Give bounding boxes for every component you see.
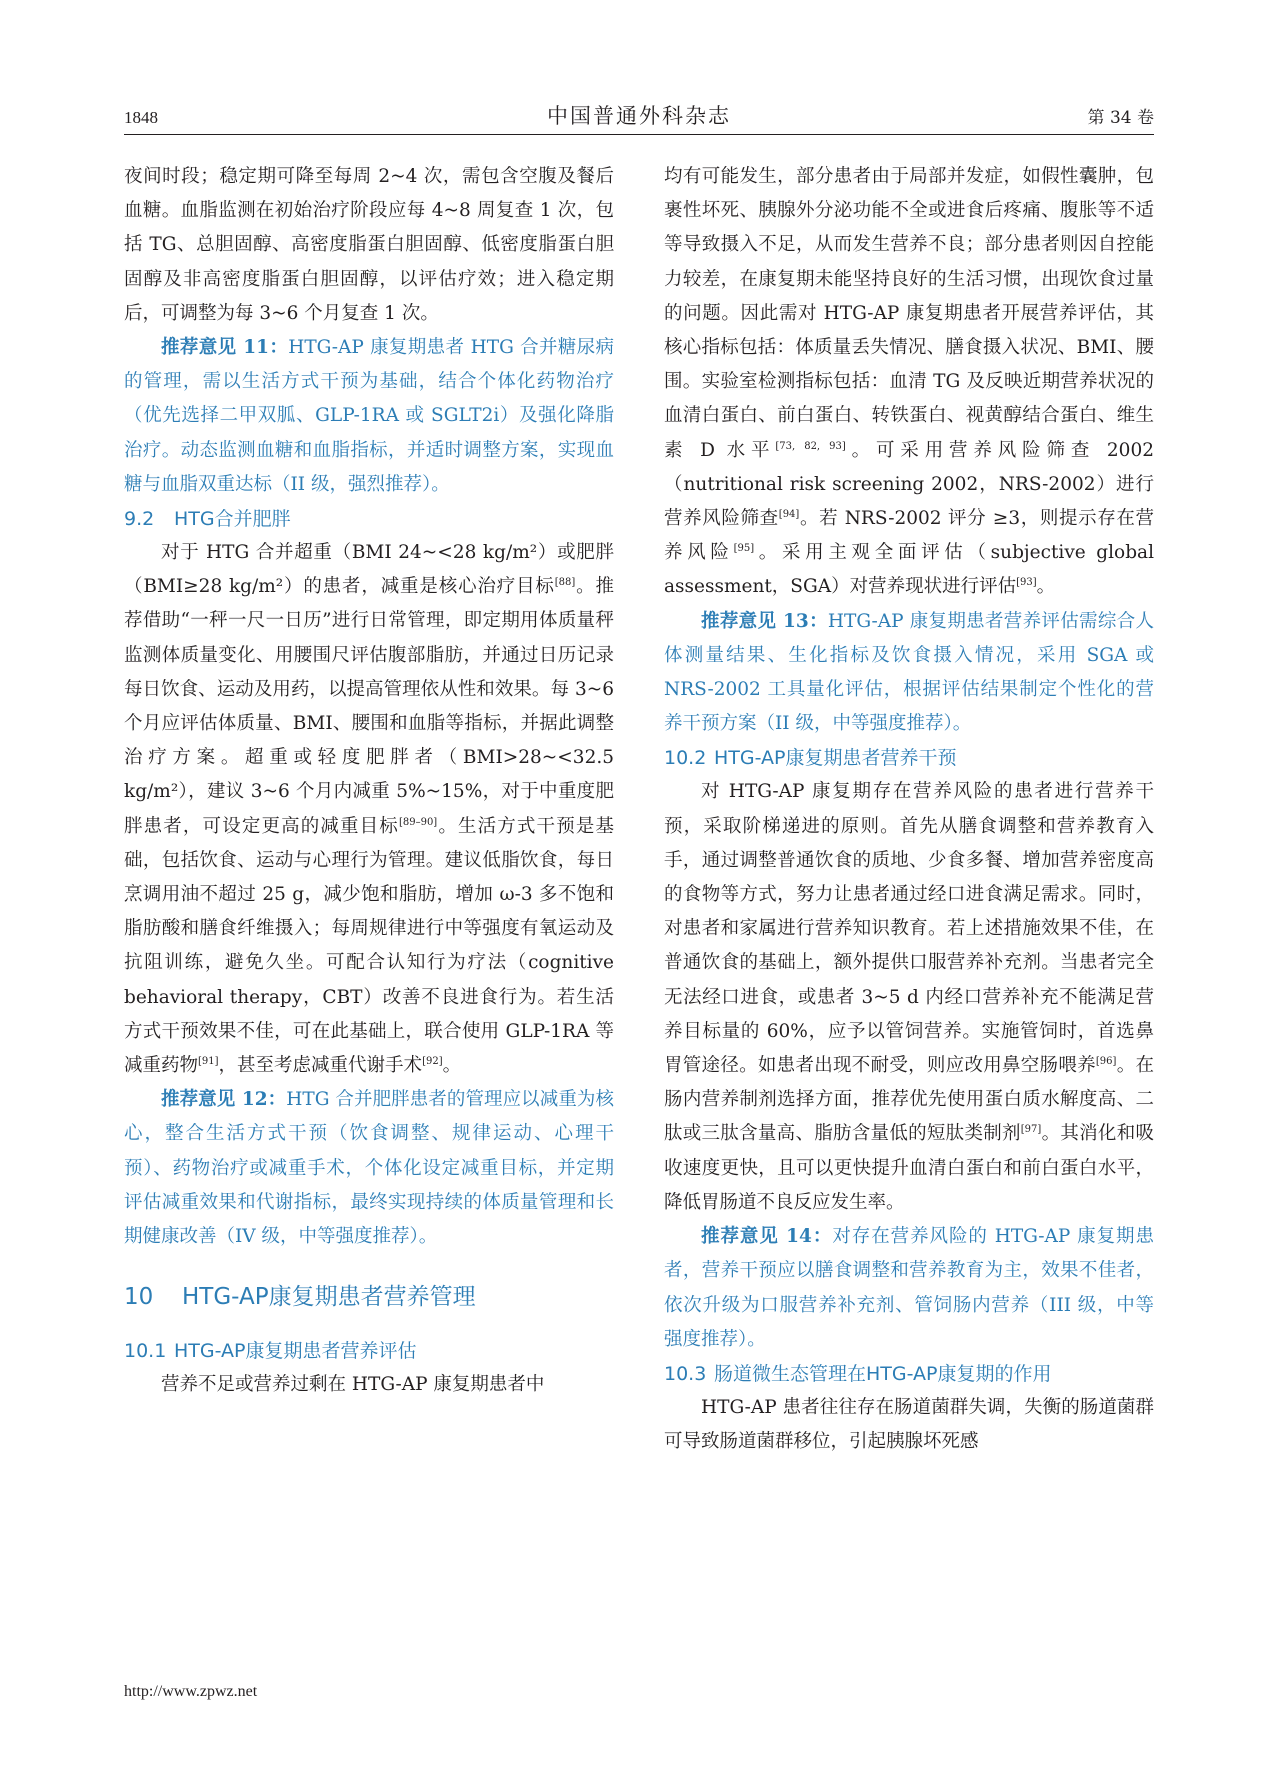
citation: [97] bbox=[1020, 1124, 1042, 1136]
right-column bbox=[664, 160, 1154, 1459]
page-header bbox=[124, 100, 1154, 135]
citation: [95] bbox=[733, 543, 755, 555]
text-run: 。推荐借助“一秤一尺一日历”进行日常管理，即定期用体质量秤监测体质量变化、用腰围尺评估腹部脂肪，并通过日历记录每日饮食、运动及用药，以提高管理依从性和效果。每 3~6 个月应评估体质量、BMI、腰围和血脂等指标，并据此调整治疗方案。超重或轻度肥胖者（BMI>28~<32.5 kg/m²），建议 3~6 个月内减重 5%~15%，对于中重度肥胖患者，可设定更高的减重目标 bbox=[124, 576, 614, 837]
recommendation-13-text: HTG-AP 康复期患者营养评估需综合人体测量结果、生化指标及饮食摄入情况，采用 SGA 或 NRS-2002 工具量化评估，根据评估结果制定个性化的营养干预方案（II 级，中等强度推荐）。 bbox=[664, 610, 1154, 735]
section-10-2-heading bbox=[664, 741, 1154, 775]
journal-title: 中国普通外科杂志 bbox=[547, 104, 731, 128]
recommendation-13-label: 推荐意见 13： bbox=[701, 610, 828, 632]
section-title: HTG-AP康复期患者营养干预 bbox=[714, 747, 957, 770]
paragraph-glucose-lipid-monitoring: 夜间时段；稳定期可降至每周 2~4 次，需包含空腹及餐后血糖。血脂监测在初始治疗阶段应每 4~8 周复查 1 次，包括 TG、总胆固醇、高密度脂蛋白胆固醇、低密度脂蛋白胆固醇及非高密度脂蛋白胆固醇，以评估疗效；进入稳定期后，可调整为每 3~6 个月复查 1 次。 bbox=[124, 166, 614, 324]
paragraph-nutrition-intervention bbox=[664, 775, 1154, 1220]
recommendation-14-label: 推荐意见 14： bbox=[701, 1226, 833, 1248]
journal-url: http://www.zpwz.net bbox=[124, 1683, 258, 1700]
section-title: 肠道微生态管理在HTG-AP康复期的作用 bbox=[714, 1362, 1052, 1385]
text-run: ，甚至考虑减重代谢手术 bbox=[218, 1055, 423, 1077]
section-number: 10.1 bbox=[124, 1340, 167, 1363]
citation: [92] bbox=[422, 1055, 443, 1067]
paragraph-obesity-management bbox=[124, 536, 614, 1083]
text-run: 。可采用营养风险筛查 2002（nutritional risk screening 2002，NRS-2002）进行营养风险筛查 bbox=[664, 439, 1154, 530]
text-run: 对于 HTG 合并超重（BMI 24~<28 kg/m²）或肥胖（BMI≥28 kg/m²）的患者，减重是核心治疗目标 bbox=[124, 542, 614, 598]
section-title: HTG-AP康复期患者营养管理 bbox=[182, 1284, 476, 1311]
page-number: 1848 bbox=[124, 108, 158, 127]
section-10-3-heading bbox=[664, 1357, 1154, 1391]
section-10-1-heading bbox=[124, 1334, 614, 1368]
section-number: 10.3 bbox=[664, 1362, 707, 1385]
citation: [73, 82, 93] bbox=[775, 440, 846, 452]
text-run: 。若 NRS-2002 评分 ≥3，则提示存在营养风险 bbox=[664, 508, 1154, 564]
citation: [91] bbox=[198, 1055, 219, 1067]
text-run: 。生活方式干预是基础，包括饮食、运动与心理行为管理。建议低脂饮食，每日烹调用油不超过 25 g，减少饱和脂肪，增加 ω-3 多不饱和脂肪酸和膳食纤维摄入；每周规律进行中等强度有氧运动及抗阻训练，避免久坐。可配合认知行为疗法（cognitive behavioral therapy，CBT）改善不良进食行为。若生活方式干预效果不佳，可在此基础上，联合使用 GLP-1RA 等减重药物 bbox=[124, 815, 614, 1077]
text-run: 。 bbox=[442, 1055, 462, 1077]
text-run: 均有可能发生，部分患者由于局部并发症，如假性囊肿，包裹性坏死、胰腺外分泌功能不全或进食后疼痛、腹胀等不适等导致摄入不足，从而发生营养不良；部分患者则因自控能力较差，在康复期未能坚持良好的生活习惯，出现饮食过量的问题。因此需对 HTG-AP 康复期患者开展营养评估，其核心指标包括：体质量丢失情况、膳食摄入状况、BMI、腰围。实验室检测指标包括：血清 TG 及反映近期营养状况的血清白蛋白、前白蛋白、转铁蛋白、视黄醇结合蛋白、维生素 D 水平 bbox=[664, 166, 1154, 461]
section-title: HTG合并肥胖 bbox=[174, 508, 291, 531]
volume-label: 第 34 卷 bbox=[1087, 108, 1154, 128]
recommendation-14 bbox=[664, 1220, 1154, 1357]
left-column bbox=[124, 160, 614, 1403]
text-run: 。 bbox=[1036, 576, 1056, 598]
recommendation-11-label: 推荐意见 11： bbox=[161, 337, 289, 359]
text-run: 。其消化和吸收速度更快，且可以更快提升血清白蛋白和前白蛋白水平，降低胃肠道不良反应发生率。 bbox=[664, 1123, 1154, 1213]
section-9-2-heading bbox=[124, 502, 614, 536]
paragraph-nutrition-intro: 营养不足或营养过剩在 HTG-AP 康复期患者中 bbox=[161, 1374, 545, 1396]
section-number: 9.2 bbox=[124, 508, 155, 531]
recommendation-12-text: HTG 合并肥胖患者的管理应以减重为核心，整合生活方式干预（饮食调整、规律运动、心理干预）、药物治疗或减重手术，个体化设定减重目标，并定期评估减重效果和代谢指标，最终实现持续的体质量管理和长期健康改善（IV 级，中等强度推荐）。 bbox=[124, 1089, 614, 1248]
citation: [96] bbox=[1095, 1055, 1117, 1067]
text-run: 对 HTG-AP 康复期存在营养风险的患者进行营养干预，采取阶梯递进的原则。首先从膳食调整和营养教育入手，通过调整普通饮食的质地、少食多餐、增加营养密度高的食物等方式，努力让患者通过经口进食满足需求。同时，对患者和家属进行营养知识教育。若上述措施效果不佳，在普通饮食的基础上，额外提供口服营养补充剂。当患者完全无法经口进食，或患者 3~5 d 内经口营养补充不能满足营养目标量的 60%，应予以管饲营养。实施管饲时，首选鼻胃管途径。如患者出现不耐受，则应改用鼻空肠喂养 bbox=[664, 781, 1154, 1077]
citation: [89–90] bbox=[398, 816, 438, 828]
text-run: 。在肠内营养制剂选择方面，推荐优先使用蛋白质水解度高、二肽或三肽含量高、脂肪含量低的短肽类制剂 bbox=[664, 1055, 1154, 1145]
paragraph-gut-microbiota: HTG-AP 患者往往存在肠道菌群失调，失衡的肠道菌群可导致肠道菌群移位，引起胰腺坏死感 bbox=[664, 1396, 1154, 1453]
section-10-heading bbox=[124, 1280, 614, 1314]
recommendation-13 bbox=[664, 605, 1154, 742]
paragraph-nutrition-assessment bbox=[664, 160, 1154, 605]
section-title: HTG-AP康复期患者营养评估 bbox=[174, 1340, 417, 1363]
citation: [88] bbox=[554, 577, 576, 589]
citation: [93] bbox=[1016, 577, 1037, 589]
recommendation-12 bbox=[124, 1083, 614, 1254]
recommendation-14-text: 对存在营养风险的 HTG-AP 康复期患者，营养干预应以膳食调整和营养教育为主，效果不佳者，依次升级为口服营养补充剂、管饲肠内营养（III 级，中等强度推荐）。 bbox=[664, 1226, 1155, 1350]
text-run: 。采用主观全面评估（subjective global assessment，SGA）对营养现状进行评估 bbox=[664, 542, 1154, 598]
section-number: 10 bbox=[124, 1284, 154, 1311]
section-number: 10.2 bbox=[664, 747, 707, 770]
recommendation-11 bbox=[124, 331, 614, 502]
citation: [94] bbox=[778, 508, 800, 520]
recommendation-11-text: HTG-AP 康复期患者 HTG 合并糖尿病的管理，需以生活方式干预为基础，结合个体化药物治疗（优先选择二甲双胍、GLP-1RA 或 SGLT2i）及强化降脂治疗。动态监测血糖和血脂指标，并适时调整方案，实现血糖与血脂双重达标（II 级，强烈推荐）。 bbox=[124, 337, 615, 495]
recommendation-12-label: 推荐意见 12： bbox=[161, 1089, 287, 1111]
